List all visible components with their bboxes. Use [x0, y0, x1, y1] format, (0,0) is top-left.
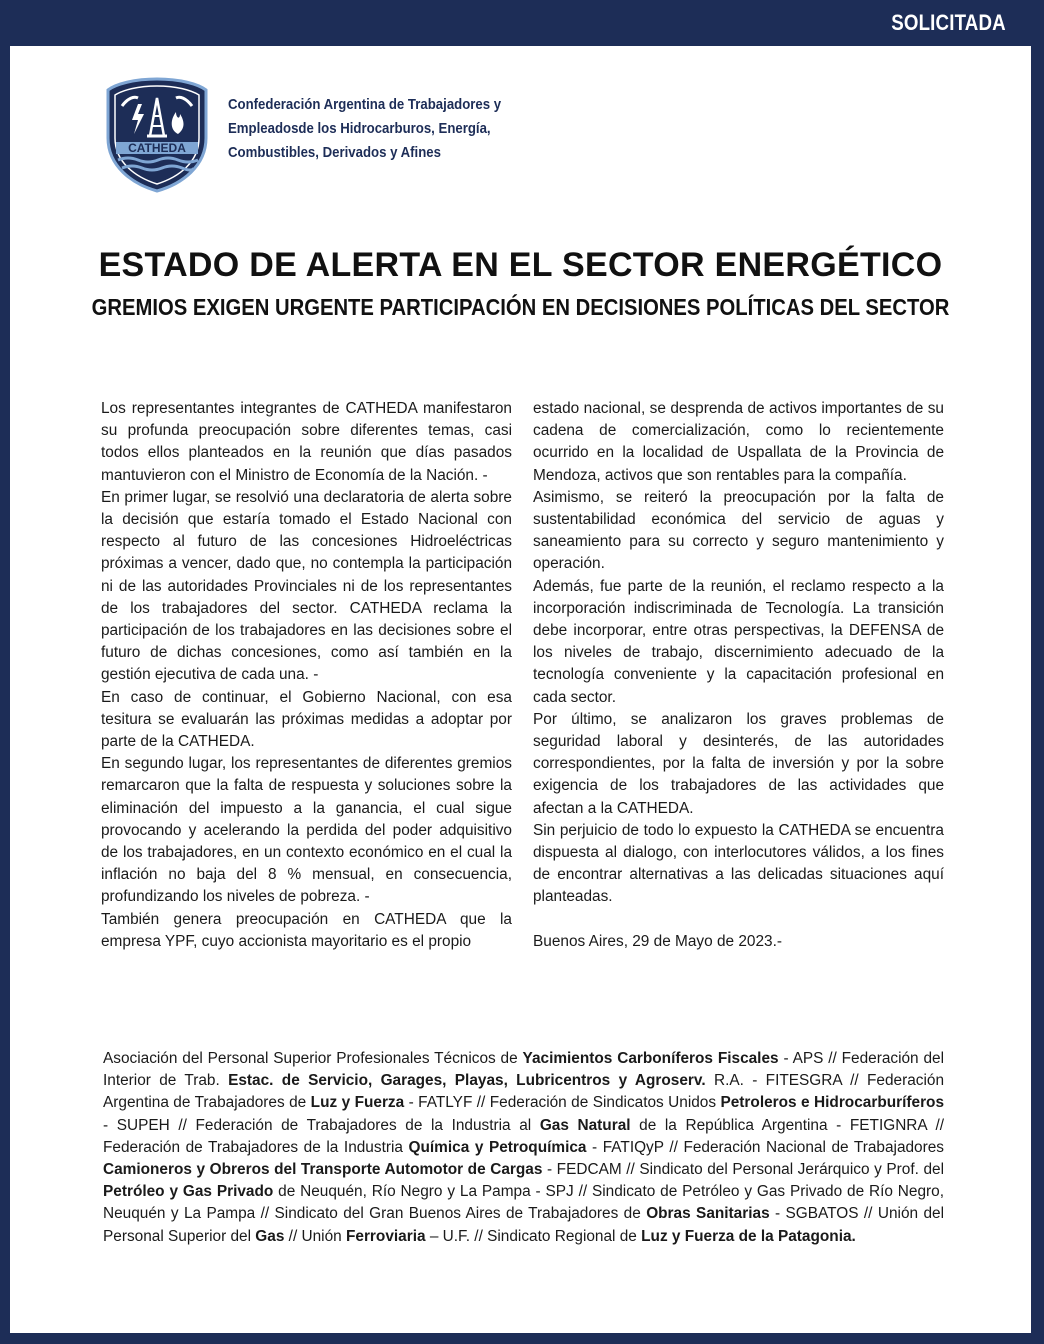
headline: ESTADO DE ALERTA EN EL SECTOR ENERGÉTICO	[98, 246, 943, 284]
paragraph: Por último, se analizaron los graves problemas de seguridad laboral y desinterés, de las autoridades correspondientes, por la falta de inversión y por la sobre exigencia de los trabajadores de las actividades que afectan a la CATHEDA.	[533, 710, 944, 817]
org-line-2: Empleadosde los Hidrocarburos, Energía,	[228, 120, 491, 137]
signatory-unions	[103, 1048, 944, 1248]
union-text: Asociación del Personal Superior Profesionales Técnicos de	[103, 1050, 523, 1067]
catheda-logo-shield-icon	[104, 76, 210, 194]
union-text: - SGBATOS // Unión del Personal Superior del	[103, 1205, 944, 1245]
union-text: de Neuquén, Río Negro y La Pampa - SPJ // Sindicato de Petróleo y Gas Privado de Río Negro, Neuquén y La Pampa // Sindicato del Gran Buenos Aires de Trabajadores de	[103, 1183, 945, 1223]
org-line-1: Confederación Argentina de Trabajadores y	[228, 96, 502, 113]
union-name-bold: Luz y Fuerza	[310, 1094, 405, 1112]
paragraph: estado nacional, se desprenda de activos importantes de su cadena de comercialización, como lo recientemente ocurrido en la localidad de Uspallata de la Provincia de Mendoza, activos que son rentables para la compañía.	[533, 400, 944, 484]
paragraph: Sin perjuicio de todo lo expuesto la CATHEDA se encuentra dispuesta al dialogo, con interlocutores válidos, a los fines de encontrar alternativas a las delicadas situaciones aquí planteadas.	[533, 821, 944, 906]
signature-date: Buenos Aires, 29 de Mayo de 2023.-	[533, 932, 782, 950]
union-name-bold: Camioneros y Obreros del Transporte Automotor de Cargas	[103, 1161, 543, 1179]
union-name-bold: Gas Natural	[539, 1116, 631, 1134]
paragraph: Los representantes integrantes de CATHEDA manifestaron su profunda preocupación sobre diferentes temas, casi todos ellos planteados en la reunión que días pasados mantuvieron con el Ministro de Economía de la Nación. -	[101, 400, 512, 484]
organization-name	[228, 93, 510, 165]
paragraph: En segundo lugar, los representantes de diferentes gremios remarcaron que la falta de respuesta y soluciones sobre la eliminación del impuesto a la ganancia, el cual sigue provocando y acelerando la perdida del poder adquisitivo de los trabajadores, en un contexto económico en el cual la inflación no baja del 8 % mensual, en consecuencia, profundizando los niveles de pobreza. -	[101, 755, 512, 906]
union-name-bold: Química y Petroquímica	[408, 1138, 587, 1156]
paragraph: En primer lugar, se resolvió una declaratoria de alerta sobre la decisión que estaría tomado el Estado Nacional con respecto al futuro de las concesiones Hidroeléctricas próximas a vencer, dado que, no contempla la participación ni de las autoridades Provinciales ni de los representantes de los trabajadores del sector. CATHEDA reclama la participación de los trabajadores en las decisiones sobre el futuro de dichas concesiones, como así también en la gestión ejecutiva de cada una. -	[101, 488, 512, 684]
svg-text:CATHEDA: CATHEDA	[128, 141, 186, 155]
paragraph: También genera preocupación en CATHEDA que la empresa YPF, cuyo accionista mayoritario es el propio	[101, 910, 512, 950]
union-text: R.A. - FITESGRA // Federación Argentina de Trabajadores de	[103, 1072, 945, 1112]
right-column	[533, 398, 944, 953]
document-page	[10, 46, 1031, 1333]
union-text: - FATLYF // Federación de Sindicatos Unidos	[404, 1094, 721, 1112]
union-name-bold: Estac. de Servicio, Garages, Playas, Lubricentros y Agroserv.	[228, 1072, 706, 1090]
union-name-bold: Gas	[255, 1227, 285, 1245]
union-text: - FATIQyP // Federación Nacional de Trabajadores	[586, 1138, 944, 1156]
union-text: – U.F. // Sindicato Regional de	[425, 1227, 642, 1245]
left-column	[101, 398, 512, 953]
union-name-bold: Ferroviaria	[345, 1227, 426, 1245]
union-text: de la República Argentina - FETIGNRA // Federación de Trabajadores de la Industria	[103, 1116, 944, 1156]
top-bar	[0, 0, 1044, 46]
org-line-3: Combustibles, Derivados y Afines	[228, 144, 441, 161]
section-tag: SOLICITADA	[891, 10, 1006, 35]
union-name-bold: Luz y Fuerza de la Patagonia.	[641, 1227, 856, 1245]
union-name-bold: Yacimientos Carboníferos Fiscales	[522, 1050, 779, 1067]
union-text: - SUPEH // Federación de Trabajadores de la Industria al	[103, 1116, 540, 1134]
subheadline: GREMIOS EXIGEN URGENTE PARTICIPACIÓN EN DECISIONES POLÍTICAS DEL SECTOR	[91, 294, 950, 320]
union-text: - FEDCAM // Sindicato del Personal Jerárquico y Prof. del	[542, 1161, 945, 1179]
union-name-bold: Petroleros e Hidrocarburíferos	[720, 1094, 945, 1112]
union-text: // Unión	[284, 1227, 346, 1245]
paragraph: Asimismo, se reiteró la preocupación por la falta de sustentabilidad económica del servicio de aguas y saneamiento para su correcto y seguro mantenimiento y operación.	[533, 488, 944, 573]
union-name-bold: Petróleo y Gas Privado	[103, 1183, 274, 1201]
union-name-bold: Obras Sanitarias	[646, 1205, 770, 1223]
paragraph: En caso de continuar, el Gobierno Nacional, con esa tesitura se evaluarán las próximas medidas a adoptar por parte de la CATHEDA.	[101, 688, 512, 751]
paragraph: Además, fue parte de la reunión, el reclamo respecto a la incorporación indiscriminada de Tecnología. La transición debe incorporar, entre otras perspectivas, la DEFENSA de los niveles de trabajo, discernimiento adecuado de la tecnología conveniente y la capacitación profesional en cada sector.	[533, 577, 944, 706]
union-text: - APS // Federación del Interior de Trab.	[103, 1050, 945, 1090]
